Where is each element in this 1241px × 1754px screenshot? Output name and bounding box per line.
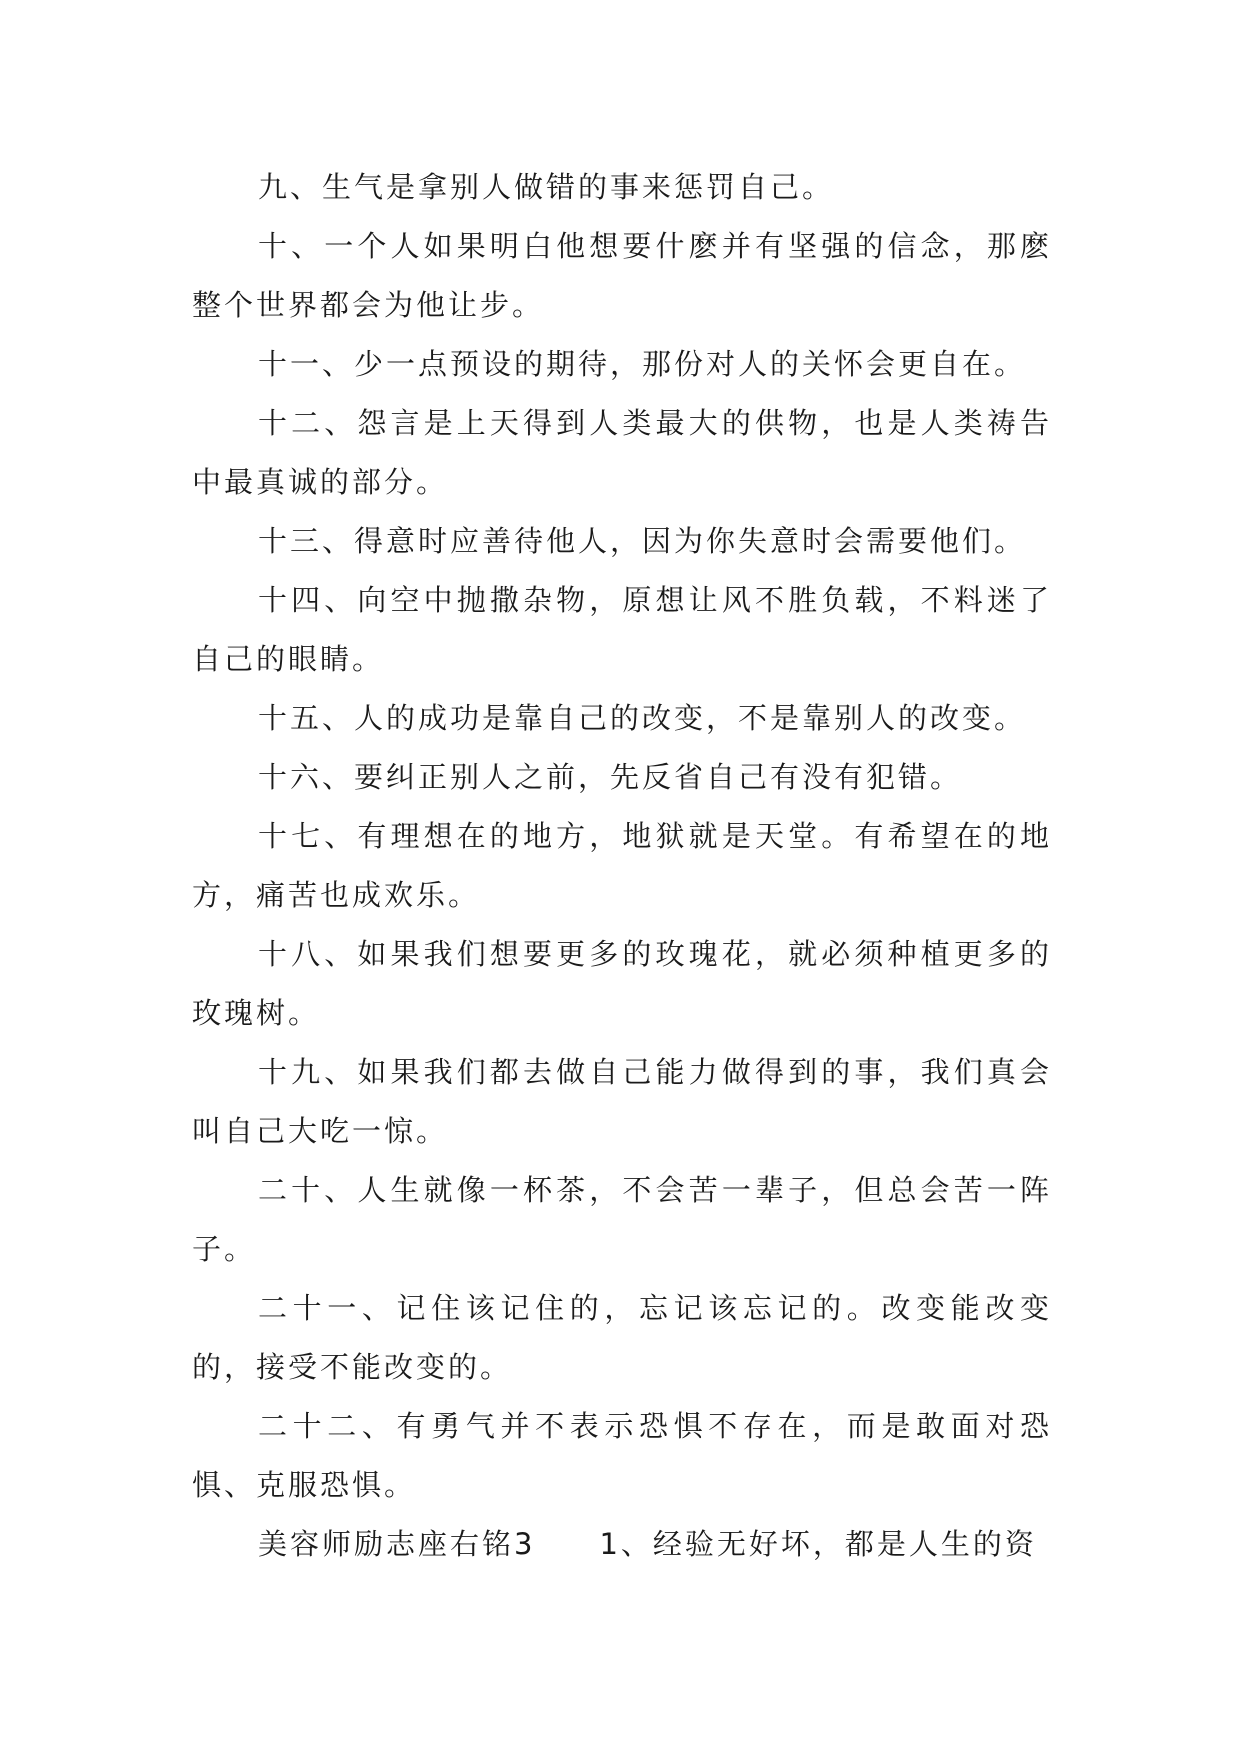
- paragraph-10: 十、一个人如果明白他想要什麽并有坚强的信念，那麽整个世界都会为他让步。: [192, 229, 1052, 322]
- paragraph-9: 九、生气是拿别人做错的事来惩罚自己。: [258, 170, 835, 204]
- paragraph-18: 十八、如果我们想要更多的玫瑰花，就必须种植更多的玫瑰树。: [192, 937, 1052, 1030]
- paragraph-20: 二十、人生就像一杯茶，不会苦一辈子，但总会苦一阵子。: [192, 1173, 1052, 1266]
- paragraph-11: 十一、少一点预设的期待，那份对人的关怀会更自在。: [258, 347, 1027, 381]
- section-heading-3: 美容师励志座右铭3 1、经验无好坏，都是人生的资: [258, 1527, 1037, 1561]
- paragraph-14: 十四、向空中抛撒杂物，原想让风不胜负载，不料迷了自己的眼睛。: [192, 583, 1052, 676]
- paragraph-12: 十二、怨言是上天得到人类最大的供物，也是人类祷告中最真诚的部分。: [192, 406, 1052, 499]
- paragraph-13: 十三、得意时应善待他人，因为你失意时会需要他们。: [258, 524, 1027, 558]
- paragraph-16: 十六、要纠正别人之前，先反省自己有没有犯错。: [258, 760, 963, 794]
- paragraph-22: 二十二、有勇气并不表示恐惧不存在，而是敢面对恐惧、克服恐惧。: [192, 1409, 1052, 1502]
- paragraph-19: 十九、如果我们都去做自己能力做得到的事，我们真会叫自己大吃一惊。: [192, 1055, 1052, 1148]
- paragraph-21: 二十一、记住该记住的，忘记该忘记的。改变能改变的，接受不能改变的。: [192, 1291, 1052, 1384]
- paragraph-17: 十七、有理想在的地方，地狱就是天堂。有希望在的地方，痛苦也成欢乐。: [192, 819, 1052, 912]
- paragraph-15: 十五、人的成功是靠自己的改变，不是靠别人的改变。: [258, 701, 1027, 735]
- document-body: [192, 158, 1052, 1574]
